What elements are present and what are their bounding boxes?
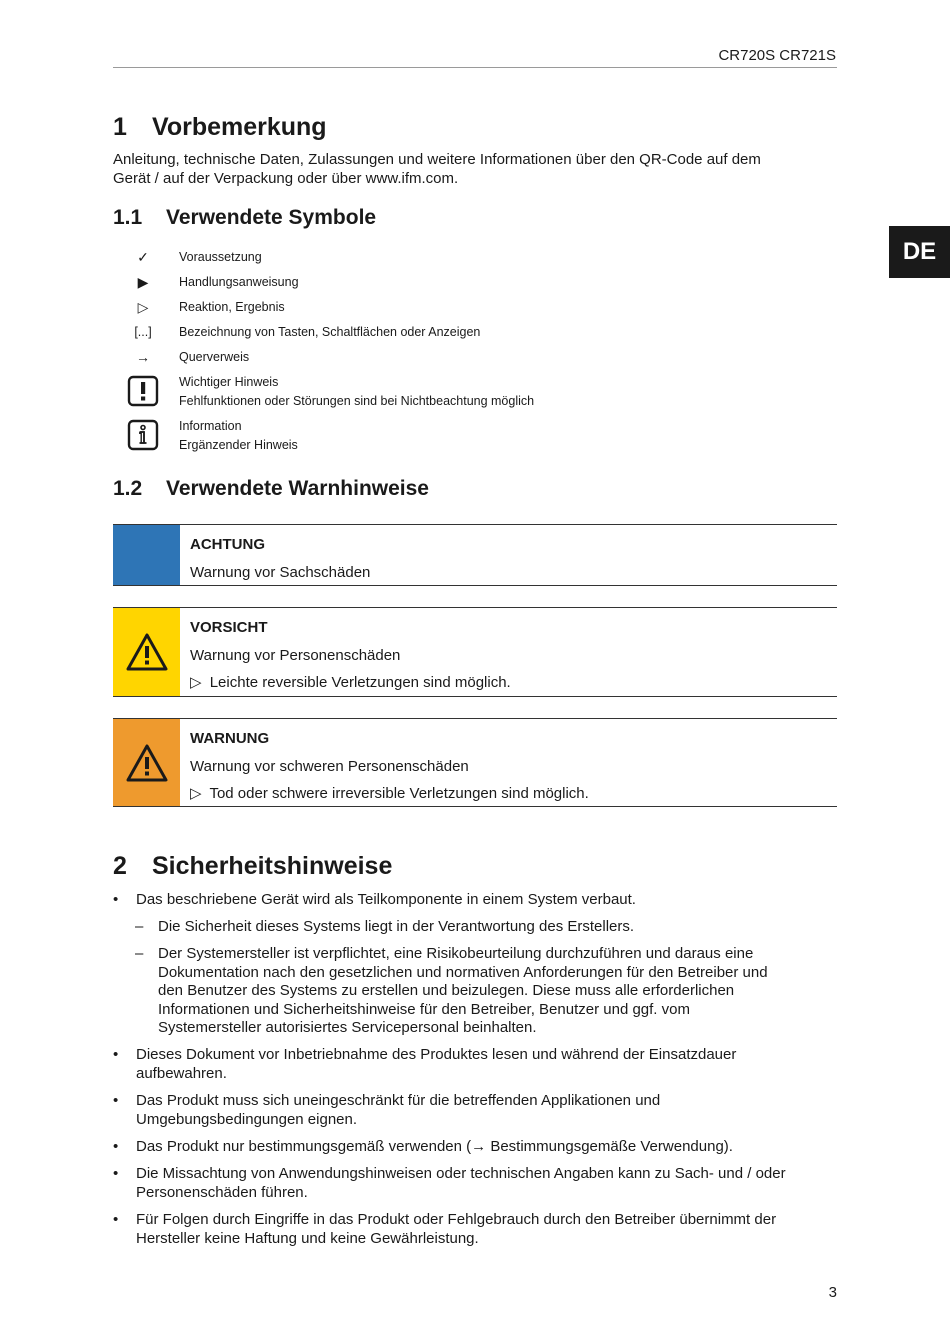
symbol-description: Querverweis xyxy=(179,350,250,364)
list-item-text xyxy=(158,945,836,1038)
arrow-right-icon: → xyxy=(136,349,150,365)
bullet-marker: • xyxy=(113,1092,119,1109)
warning-color-bar xyxy=(113,525,180,585)
section-number: 2 xyxy=(113,852,127,880)
bullet-marker: • xyxy=(113,1138,119,1155)
warning-description: Warnung vor Personenschäden xyxy=(190,646,401,664)
dash-marker: – xyxy=(135,918,144,935)
section-1-2-heading xyxy=(113,477,429,501)
consequence-text: Tod oder schwere irreversible Verletzungen sind möglich. xyxy=(209,785,589,802)
text-line: Für Folgen durch Eingriffe in das Produkt oder Fehlgebrauch durch den Betreiber übernimmt der xyxy=(136,1211,777,1228)
bullet-marker: • xyxy=(113,891,119,908)
language-tab: DE xyxy=(889,226,950,278)
warning-text xyxy=(190,614,511,697)
cross-reference-link[interactable]: Bestimmungsgemäße Verwendung). xyxy=(486,1138,733,1155)
warning-box-caution xyxy=(113,607,837,697)
text-line: Dieses Dokument vor Inbetriebnahme des Produktes lesen und während der Einsatzdauer xyxy=(136,1046,737,1063)
list-item-text: Das beschriebene Gerät wird als Teilkomponente in einem System verbaut. xyxy=(136,891,636,908)
important-notice-icon xyxy=(127,375,159,413)
text-line: Der Systemersteller ist verpflichtet, eine Risikobeurteilung durchzuführen und daraus eine xyxy=(158,945,754,962)
warning-consequence xyxy=(190,669,511,697)
signal-word: WARNUNG xyxy=(190,730,270,747)
text-line: Hersteller keine Haftung und keine Gewährleistung. xyxy=(136,1229,479,1247)
symbol-description: Bezeichnung von Tasten, Schaltflächen oder Anzeigen xyxy=(179,325,481,339)
warning-color-bar xyxy=(113,608,180,696)
filled-triangle-icon: ▶ xyxy=(137,274,149,290)
symbol-description: Information xyxy=(179,419,242,433)
outline-triangle-icon: ▷ xyxy=(190,785,202,802)
information-icon xyxy=(127,419,159,457)
section-number: 1.2 xyxy=(113,477,143,500)
text-line: Dokumentation nach den gesetzlichen und normativen Anforderungen für den Betreiber und xyxy=(158,963,768,981)
list-item-text xyxy=(136,1092,836,1129)
section-title: Vorbemerkung xyxy=(152,113,327,141)
warning-text xyxy=(190,531,370,586)
warning-triangle-icon xyxy=(125,632,169,672)
text-line: aufbewahren. xyxy=(136,1064,227,1082)
bullet-marker: • xyxy=(113,1211,119,1228)
list-item-text xyxy=(136,1165,836,1202)
consequence-text: Leichte reversible Verletzungen sind möglich. xyxy=(209,674,511,691)
section-title: Sicherheitshinweise xyxy=(152,852,393,880)
signal-word: VORSICHT xyxy=(190,619,268,636)
text-line: den Benutzer des Systems zu erstellen und beizulegen. Diese muss alle erforderlichen xyxy=(158,982,735,999)
outline-triangle-icon: ▷ xyxy=(137,299,149,315)
section-number: 1.1 xyxy=(113,206,143,229)
text-fragment: Das Produkt nur bestimmungsgemäß verwenden ( xyxy=(136,1138,472,1155)
signal-word: ACHTUNG xyxy=(190,536,265,553)
section-title: Verwendete Symbole xyxy=(166,206,377,229)
outline-triangle-icon: ▷ xyxy=(190,674,202,691)
warning-color-bar xyxy=(113,719,180,806)
section-number: 1 xyxy=(113,113,127,141)
page-number: 3 xyxy=(828,1284,837,1301)
arrow-right-icon: → xyxy=(471,1138,487,1155)
symbol-description: Reaktion, Ergebnis xyxy=(179,300,285,314)
symbol-description-detail: Ergänzender Hinweis xyxy=(179,438,298,452)
warning-box-notice xyxy=(113,524,837,586)
warning-description: Warnung vor schweren Personenschäden xyxy=(190,757,469,775)
warning-text xyxy=(190,725,589,808)
list-item-text xyxy=(136,1138,836,1157)
bullet-marker: • xyxy=(113,1046,119,1063)
intro-paragraph xyxy=(113,151,833,188)
dash-marker: – xyxy=(135,945,144,962)
text-line: Umgebungsbedingungen eignen. xyxy=(136,1110,358,1128)
header-divider xyxy=(113,67,837,68)
section-1-1-heading xyxy=(113,206,376,230)
text-line: Die Missachtung von Anwendungshinweisen oder technischen Angaben kann zu Sach- und / oder xyxy=(136,1165,786,1182)
text-line: Personenschäden führen. xyxy=(136,1183,308,1201)
section-2-heading xyxy=(113,852,392,881)
text-line: Informationen und Sicherheitshinweise für den Betreiber, Benutzer und ggf. vom xyxy=(158,1000,690,1018)
symbol-description-detail: Fehlfunktionen oder Störungen sind bei Nichtbeachtung möglich xyxy=(179,394,535,408)
document-header-title: CR720S CR721S xyxy=(718,47,836,64)
list-item-text xyxy=(136,1046,836,1083)
warning-consequence xyxy=(190,780,589,808)
list-item-text: Die Sicherheit dieses Systems liegt in der Verantwortung des Erstellers. xyxy=(158,918,635,935)
symbol-description: Handlungsanweisung xyxy=(179,275,299,289)
intro-line: Gerät / auf der Verpackung oder über www.ifm.com. xyxy=(113,169,459,187)
list-item-text xyxy=(136,1211,836,1248)
warning-description: Warnung vor Sachschäden xyxy=(190,563,371,581)
warning-triangle-icon xyxy=(125,743,169,783)
checkmark-icon: ✓ xyxy=(137,249,149,265)
section-1-heading xyxy=(113,113,327,142)
text-line: Das Produkt muss sich uneingeschränkt für die betreffenden Applikationen und xyxy=(136,1092,661,1109)
brackets-icon: [...] xyxy=(134,325,152,339)
intro-line: Anleitung, technische Daten, Zulassungen und weitere Informationen über den QR-Code auf dem xyxy=(113,151,761,168)
warning-box-warning xyxy=(113,718,837,807)
text-line: Systemersteller autorisiertes Servicepersonal beinhalten. xyxy=(158,1019,537,1036)
section-title: Verwendete Warnhinweise xyxy=(166,477,429,500)
symbol-description: Voraussetzung xyxy=(179,250,262,264)
symbol-description: Wichtiger Hinweis xyxy=(179,375,279,389)
bullet-marker: • xyxy=(113,1165,119,1182)
